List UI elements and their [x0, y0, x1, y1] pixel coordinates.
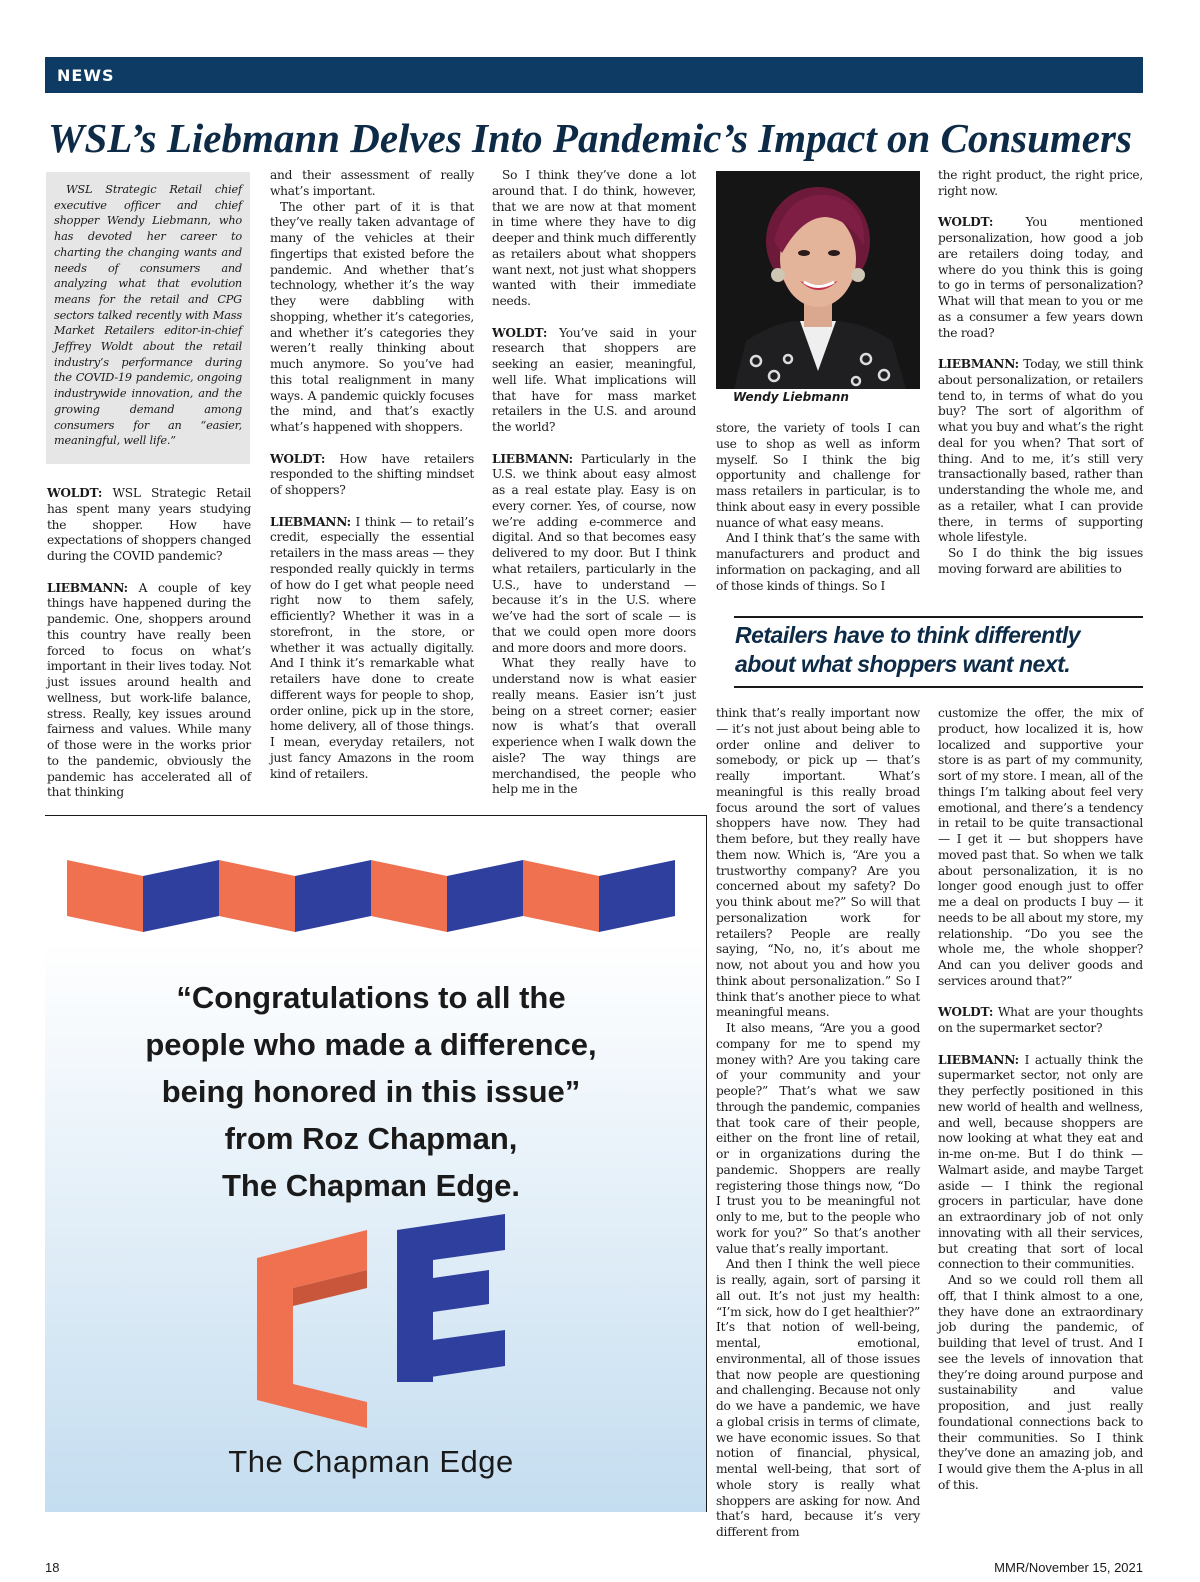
paragraph: and their assessment of really what’s important.: [270, 168, 474, 198]
paragraph: The other part of it is that they’ve really taken advantage of many of the vehicles at their fingertips that existed before the pandemic. And whether that’s technology, whether it’s the way they were dabbling with shopping, whether it’s categories, and whether it’s categories they weren’t really thinking about much anymore. So you’ve had this total realignment in many ways. A pandemic quickly focuses the mind, and that’s exactly what’s happened with shoppers.: [270, 199, 474, 434]
paragraph: LIEBMANN: I think — to retail’s credit, especially the essential retailers in the mass areas — they responded really quickly in terms of how do I get what people need right now to them safely, efficiently? Whether it was in a storefront, in the store, or whether it was actually digitally. And I think it’s remarkable what retailers have done to create different ways for people to shop, order online, pick up in the store, home delivery, all of those things. I mean, everyday retailers, not just fancy Amazons in the room kind of retailers.: [270, 514, 474, 781]
paragraph: So I do think the big issues moving forward are abilities to: [938, 546, 1143, 576]
ad-brand-name: The Chapman Edge: [228, 1444, 514, 1479]
intro-text: WSL Strategic Retail chief executive officer and chief shopper Wendy Liebmann, who has devoted her career to charting the changing wants and needs of consumers and analyzing what that evolution means for the retail and CPG sectors talked recently with Mass Market Retailers editor-in-chief Jeffrey Woldt about the retail industry’s performance during the COVID-19 pandemic, ongoing industrywide innovation, and the growing demand among consumers for an “easier, meaningful, well life.”: [54, 183, 242, 448]
paragraph: WOLDT: What are your thoughts on the supermarket sector?: [938, 1005, 1143, 1035]
ad-quote: [45, 974, 697, 1209]
paragraph: And I think that’s the same with manufacturers and product and information on packaging, and all of those kinds of things. So I: [716, 531, 920, 593]
paragraph: What they really have to understand now is what easier really means. Easier isn’t just being on a street corner; easier now is what’s that overall experience when I walk down the aisle? The way things are merchandised, the people who help me in the: [492, 656, 696, 797]
headline: WSL’s Liebmann Delves Into Pandemic’s Impact on Consumers: [48, 115, 1132, 161]
chapman-edge-logo: [257, 1214, 507, 1429]
paragraph: LIEBMANN: I actually think the supermarket sector, not only are they perfectly positioned in this new world of health and wellness, and well, because shoppers are now looking at what they eat and in-me on-me. But I do think — Walmart aside, and maybe Target aside — I think the regional grocers in particular, have done an extraordinary job of not only innovating with all their services, but creating that sort of local connection to their communities.: [938, 1052, 1144, 1272]
ad-quote-line: from Roz Chapman,: [224, 1121, 518, 1156]
zigzag-banner-graphic: [67, 856, 677, 936]
ad-quote-line: being honored in this issue”: [161, 1074, 581, 1109]
pull-quote-rule: [734, 686, 1143, 688]
paragraph: WOLDT: You mentioned personalization, how good a job are retailers doing today, and where do you think this is going to go in terms of personalization? What will that mean to you or me as a consumer a few years down the road?: [938, 215, 1143, 340]
paragraph: WOLDT: WSL Strategic Retail has spent many years studying the shopper. How have expectations of shoppers changed during the COVID pandemic?: [47, 486, 251, 563]
paragraph: LIEBMANN: Today, we still think about personalization, or retailers tend to, in terms of what do you buy? The sort of algorithm of what you buy and what’s the right deal for you when? That sort of thing. And to me, it’s still very transactionally based, rather than understanding the whole me, and as a retailer, what I can provide there, in terms of supporting whole lifestyle.: [938, 357, 1143, 545]
speaker-liebmann: LIEBMANN:: [47, 580, 128, 595]
paragraph: It also means, “Are you a good company for me to spend my money with? Are you taking care of your community and your people?” That’s what we saw through the pandemic, companies that took care of their people, either on the front line of retail, or in organizations during the pandemic. Shoppers are really registering those things now, “Do I trust you to be meaningful not only to me, but to the people who work for you?” So that’s another value that’s really important.: [716, 1021, 920, 1256]
paragraph: customize the offer, the mix of product, how localized it is, how localized and supportive your store is as part of my community, sort of my store. I mean, all of the things I’m talking about feel very emotional, and there’s a tendency in retail to be quite transactional — I get it — but shoppers have moved past that. So when we talk about personalization, it is no longer good enough just to offer me a deal on products I buy — it needs to be all about my store, my relationship. “Do you see the whole me, the whole shopper? And can you deliver goods and services around that?”: [938, 706, 1143, 988]
paragraph: So I think they’ve done a lot around that. I do think, however, that we are now at that moment in time where they have to dig deeper and think much differently as retailers about what shoppers want next, not just what shoppers wanted with their immediate needs.: [492, 168, 696, 308]
speaker-liebmann: LIEBMANN:: [938, 357, 1019, 371]
ad-quote-line: The Chapman Edge.: [222, 1168, 520, 1203]
paragraph: WOLDT: How have retailers responded to the shifting mindset of shoppers?: [270, 451, 474, 497]
paragraph: store, the variety of tools I can use to shop as well as inform myself. So I think the big opportunity and challenge for mass retailers in particular, is to think about easy in every possible nuance of what easy means.: [716, 421, 920, 530]
paragraph: think that’s really important now — it’s not just about being able to order online and deliver to somebody, or pick up — that’s really important. What’s meaningful is this really broad focus around the sort of values shoppers have now. They had them before, but they really have them now. Which is, “Are you a trustworthy company? Are you concerned about my safety? Do you think about me?” So will that personalization work for retailers? People are really saying, “No, no, it’s about me now, not about you and how you think about personalization.” So I think that’s another piece to what meaningful means.: [716, 706, 920, 1020]
column-4-bottom: [716, 706, 920, 1541]
speaker-liebmann: LIEBMANN:: [492, 451, 573, 466]
paragraph: And then I think the well piece is really, again, sort of parsing it all out. It’s not just my health: “I’m sick, how do I get healthier?” It’s that notion of well-being, mental, emotional, environmental, all of those issues that now people are questioning and challenging. Because not only do we have a pandemic, we have a global crisis in terms of climate, we have economic issues. So that notion of financial, physical, mental well-being, that sort of whole story is really what shoppers are asking for now. And that’s hard, because it’s very different from: [716, 1257, 920, 1539]
speaker-woldt: WOLDT:: [492, 325, 548, 340]
column-3: [492, 168, 696, 798]
section-bar: [45, 57, 1143, 93]
column-5-top: [938, 168, 1143, 578]
speaker-woldt: WOLDT:: [938, 215, 994, 230]
portrait-illustration: [716, 171, 920, 389]
paragraph: WOLDT: You’ve said in your research that shoppers are seeking an easier, meaningful, well life. What implications will that have for mass market retailers in the U.S. and around the world?: [492, 325, 696, 434]
speaker-liebmann: LIEBMANN:: [270, 514, 351, 529]
speaker-woldt: WOLDT:: [270, 451, 326, 466]
pull-quote-rule: [734, 616, 1143, 618]
pull-quote: Retailers have to think differently about what shoppers want next.: [735, 622, 1081, 677]
ad-quote-line: “Congratulations to all the: [176, 980, 566, 1015]
ad-quote-line: people who made a difference,: [145, 1027, 597, 1062]
paragraph: LIEBMANN: Particularly in the U.S. we think about easy almost as a real estate play. Easy is on every corner. Yes, of course, now we’re adding e-commerce and digital. And so that becomes easy delivered to my door. But I think what retailers, particularly in the U.S., have to understand — because it’s in the U.S. where we’ve had the sort of scale — is that we could open more doors and more doors and more doors.: [492, 451, 696, 655]
portrait-photo: [716, 171, 920, 389]
speaker-woldt: WOLDT:: [938, 1005, 994, 1020]
photo-caption: Wendy Liebmann: [733, 390, 849, 404]
column-4-top: [716, 421, 920, 594]
section-label: NEWS: [57, 66, 115, 85]
paragraph: LIEBMANN: A couple of key things have happened during the pandemic. One, shoppers around this country have really been forced to focus on what’s important in their lives today. Not just issues around health and wellness, but work-life balance, stress. Really, key issues around fairness and values. While many of those were in the works prior to the pandemic, obviously the pandemic has accelerated all of that thinking: [47, 580, 251, 800]
column-2: [270, 168, 474, 782]
advertisement: [45, 815, 707, 1512]
speaker-liebmann: LIEBMANN:: [938, 1052, 1019, 1067]
column-5-bottom: [938, 706, 1143, 1494]
page-number: 18: [45, 1560, 60, 1575]
paragraph: And so we could roll them all off, that I think almost to a one, they have done an extraordinary job during the pandemic, of building that level of trust. And I see the levels of innovation that they’re doing around purpose and sustainability and value proposition, and just really foundational connections back to their communities. So I think they’ve done an amazing job, and I would give them the A-plus in all of this.: [938, 1273, 1143, 1492]
speaker-woldt: WOLDT:: [47, 486, 103, 500]
issue-date: MMR/November 15, 2021: [994, 1560, 1143, 1575]
column-1: [47, 486, 251, 801]
paragraph: the right product, the right price, right now.: [938, 168, 1143, 198]
